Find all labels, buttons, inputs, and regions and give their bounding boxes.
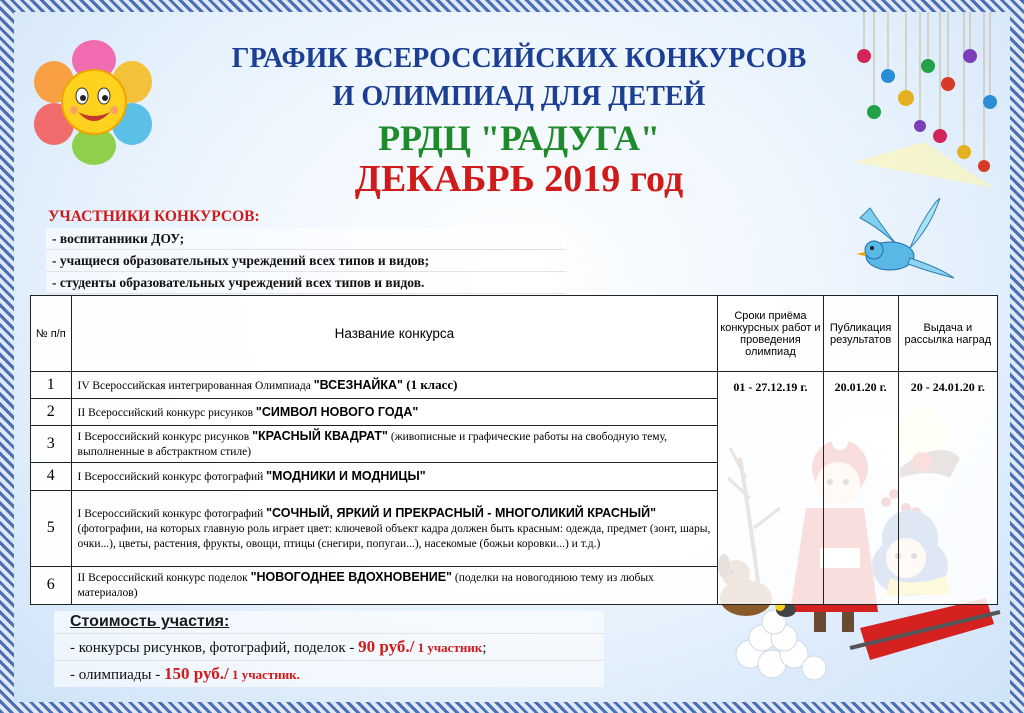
row-number: 2 xyxy=(31,399,72,426)
contest-name: II Всероссийский конкурс рисунков "СИМВОЛ НОВОГО ГОДА" xyxy=(71,399,718,426)
row-number: 3 xyxy=(31,426,72,463)
contests-table xyxy=(30,295,998,605)
row-number: 5 xyxy=(31,490,72,566)
participant-item: - учащиеся образовательных учреждений всех типов и видов; xyxy=(46,250,566,272)
cost-line-contests: - конкурсы рисунков, фотографий, поделок - 90 руб./ 1 участник; xyxy=(54,633,604,660)
award-dates: 20 - 24.01.20 г. xyxy=(898,372,997,605)
title-line-2: И ОЛИМПИАД ДЛЯ ДЕТЕЙ xyxy=(332,81,706,112)
title-month: ДЕКАБРЬ 2019 год xyxy=(354,158,684,200)
contest-name: IV Всероссийская интегрированная Олимпиада "ВСЕЗНАЙКА" (1 класс) xyxy=(71,372,718,399)
contest-name: II Всероссийский конкурс поделок "НОВОГОДНЕЕ ВДОХНОВЕНИЕ" (поделки на новогоднюю тему из любых материалов) xyxy=(71,566,718,604)
participants-block xyxy=(46,208,566,294)
participants-heading: УЧАСТНИКИ КОНКУРСОВ: xyxy=(48,208,260,225)
row-number: 1 xyxy=(31,372,72,399)
header-award: Выдача и рассылка наград xyxy=(898,296,997,372)
submission-dates: 01 - 27.12.19 г. xyxy=(718,372,823,605)
title-organization: РРДЦ "РАДУГА" xyxy=(378,118,660,158)
flower-sun-icon xyxy=(30,38,158,166)
cost-heading: Стоимость участия: xyxy=(70,613,230,630)
header-num: № п/п xyxy=(31,296,72,372)
table-row xyxy=(31,372,998,399)
contest-name: I Всероссийский конкурс фотографий "МОДНИКИ И МОДНИЦЫ" xyxy=(71,462,718,490)
participant-item: - воспитанники ДОУ; xyxy=(46,228,566,250)
cost-line-olympiads: - олимпиады - 150 руб./ 1 участник. xyxy=(54,660,604,687)
row-number: 4 xyxy=(31,462,72,490)
header-name: Название конкурса xyxy=(71,296,718,372)
row-number: 6 xyxy=(31,566,72,604)
cost-block xyxy=(54,611,604,687)
contest-name: I Всероссийский конкурс рисунков "КРАСНЫЙ КВАДРАТ" (живописные и графические работы на свободную тему, выполненные в абстрактном стиле) xyxy=(71,426,718,463)
publication-date: 20.01.20 г. xyxy=(823,372,898,605)
participant-item: - студенты образовательных учреждений всех типов и видов. xyxy=(46,272,566,294)
bird-icon xyxy=(850,198,960,280)
title-line-1: ГРАФИК ВСЕРОССИЙСКИХ КОНКУРСОВ xyxy=(231,43,807,74)
header-term: Сроки приёма конкурсных работ и проведения олимпиад xyxy=(718,296,823,372)
header-publication: Публикация результатов xyxy=(823,296,898,372)
contest-name: I Всероссийский конкурс фотографий "СОЧНЫЙ, ЯРКИЙ И ПРЕКРАСНЫЙ - МНОГОЛИКИЙ КРАСНЫЙ" (фотографии, на которых главную роль играет цвет: ключевой объект кадра должен быть красным: одежда, предмет (зонт, шары, очки...), цветы, растения, фрукты, овощи, птицы (снегири, попугаи...), насекомые (божьи коровки...) и т.д.) xyxy=(71,490,718,566)
poster xyxy=(14,12,1010,702)
